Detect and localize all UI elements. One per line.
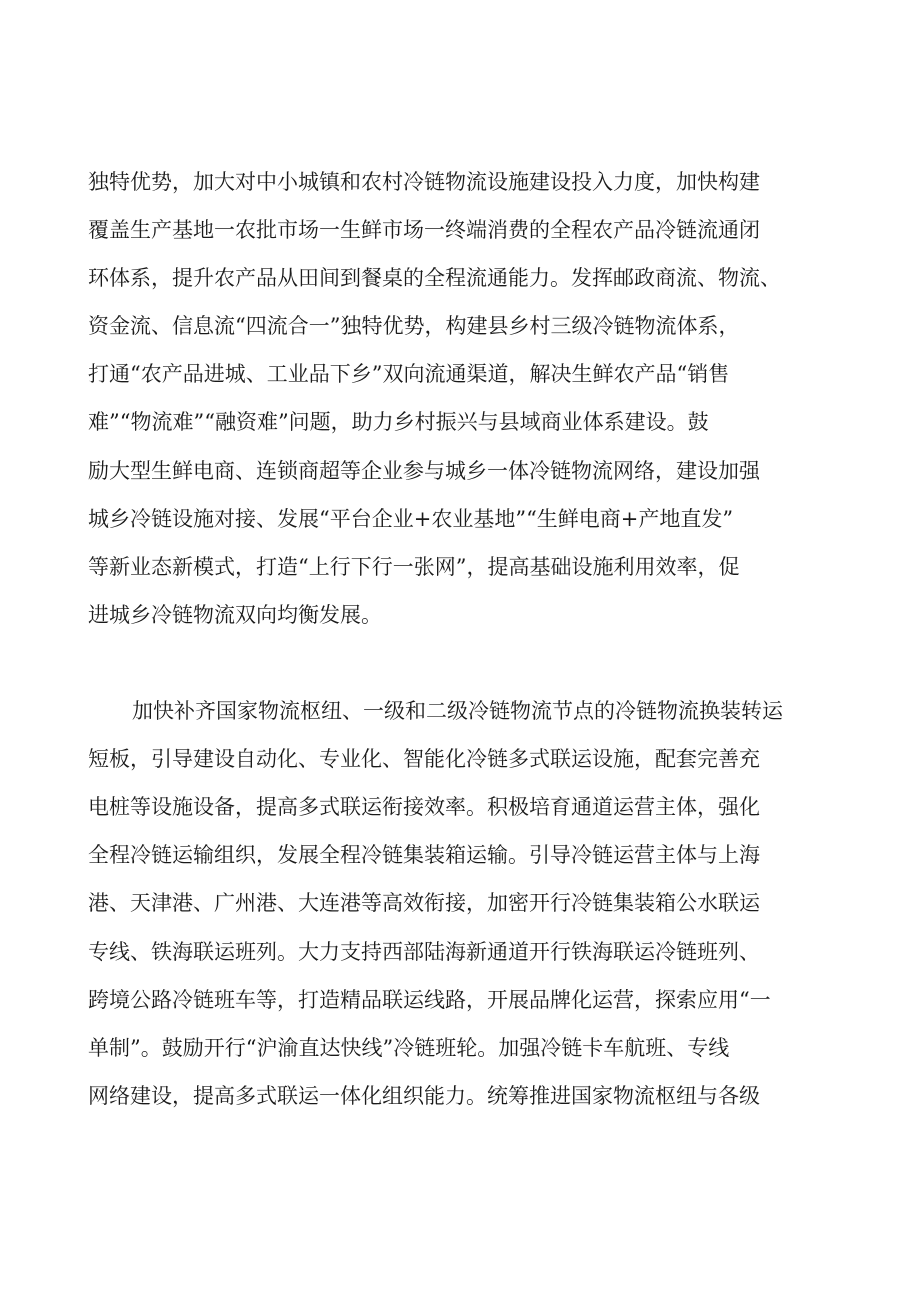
text-line: 环体系，提升农产品从田间到餐桌的全程流通能力。发挥邮政商流、物流、 (88, 266, 781, 291)
text-line: 资金流、信息流“四流合一”独特优势，构建县乡村三级冷链物流体系， (88, 314, 740, 339)
text-line: 难”“物流难”“融资难”问题，助力乡村振兴与县域商业体系建设。鼓 (88, 410, 709, 435)
text-line: 专线、铁海联运班列。大力支持西部陆海新通道开行铁海联运冷链班列、 (88, 939, 760, 964)
text-line: 全程冷链运输组织，发展全程冷链集装箱运输。引导冷链运营主体与上海 (88, 843, 760, 868)
text-line: 电桩等设施设备，提高多式联运衔接效率。积极培育通道运营主体，强化 (88, 795, 760, 820)
text-line: 加快补齐国家物流枢纽、一级和二级冷链物流节点的冷链物流换装转运 (132, 699, 783, 724)
text-line: 短板，引导建设自动化、专业化、智能化冷链多式联运设施，配套完善充 (88, 747, 760, 772)
paragraph-spacer (88, 639, 848, 687)
text-line: 励大型生鲜电商、连锁商超等企业参与城乡一体冷链物流网络，建设加强 (88, 458, 760, 483)
text-line: 网络建设，提高多式联运一体化组织能力。统筹推进国家物流枢纽与各级 (88, 1083, 760, 1108)
text-line: 独特优势，加大对中小城镇和农村冷链物流设施建设投入力度，加快构建 (88, 170, 760, 194)
paragraph-2 (88, 687, 848, 1120)
paragraph-1 (88, 158, 848, 639)
text-line: 覆盖生产基地一农批市场一生鲜市场一终端消费的全程农产品冷链流通闭 (88, 218, 760, 243)
text-line: 跨境公路冷链班车等，打造精品联运线路，开展品牌化运营，探索应用“一 (88, 987, 771, 1012)
text-line: 城乡冷链设施对接、发展“平台企业+农业基地”“生鲜电商+产地直发” (88, 506, 734, 531)
text-line: 等新业态新模式，打造“上行下行一张网”，提高基础设施利用效率，促 (88, 554, 740, 579)
text-line: 港、天津港、广州港、大连港等高效衔接，加密开行冷链集装箱公水联运 (88, 891, 760, 916)
text-line: 进城乡冷链物流双向均衡发展。 (88, 602, 382, 627)
text-line: 打通“农产品进城、工业品下乡”双向流通渠道，解决生鲜农产品“销售 (88, 362, 730, 387)
text-line: 单制”。鼓励开行“沪渝直达快线”冷链班轮。加强冷链卡车航班、专线 (88, 1035, 730, 1060)
document-body (88, 158, 848, 1120)
